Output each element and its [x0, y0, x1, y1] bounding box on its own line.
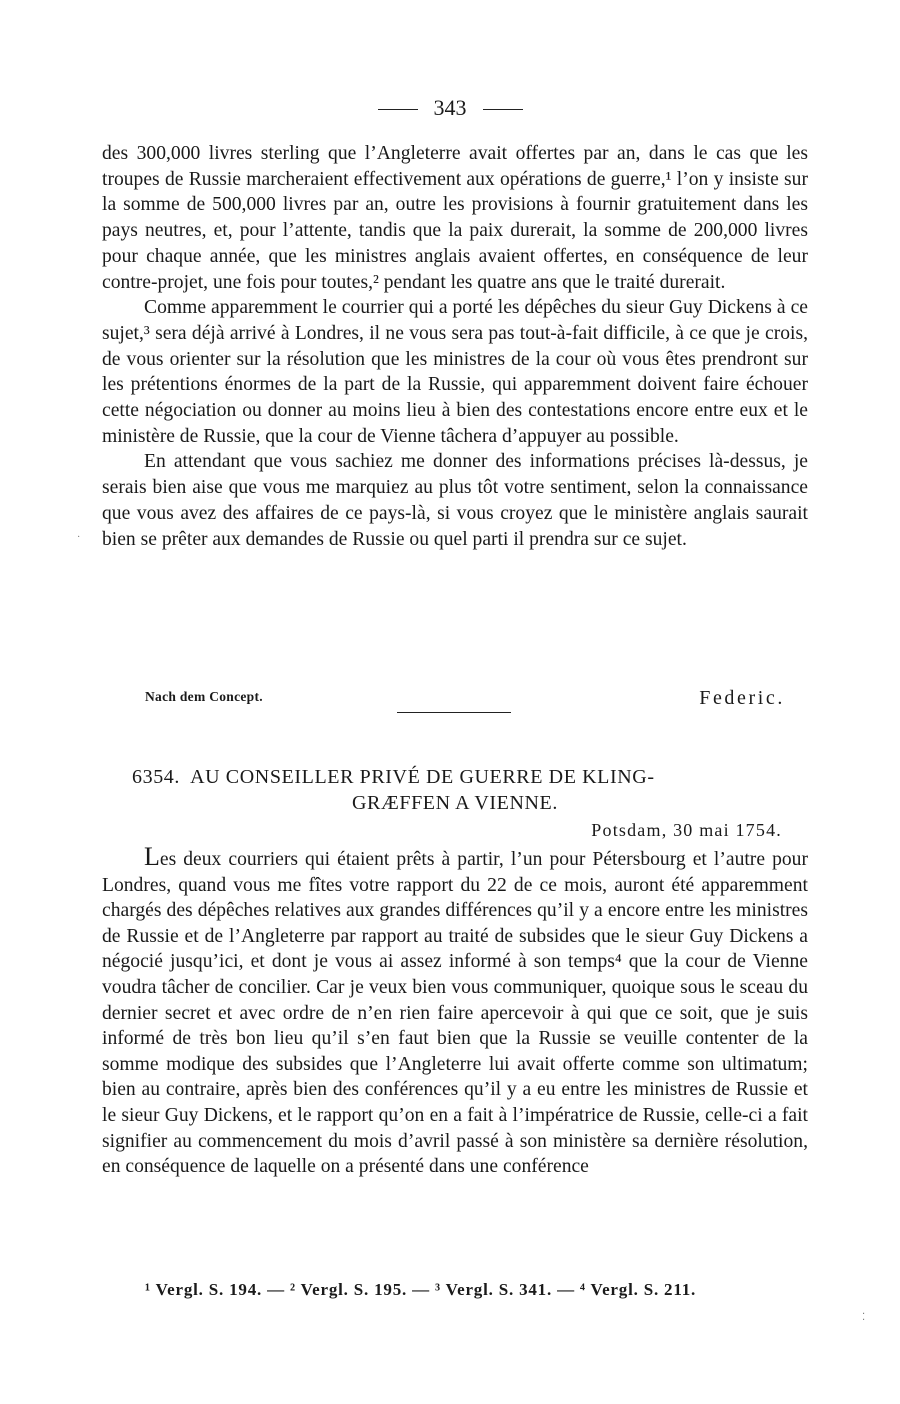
- letter-heading: [102, 764, 808, 816]
- letter-body: [102, 844, 808, 1180]
- letter-date: 30 mai 1754.: [673, 820, 782, 840]
- continued-letter-text: [102, 141, 808, 552]
- letter-paragraph: [102, 844, 808, 1180]
- letter-text: es deux courriers qui étaient prêts à partir, l’un pour Pétersbourg et l’autre pour Londres, quand vous me fîtes votre rapport du 22 de ce mois, auront été apparemment chargés des dépêches relatives aux grandes différences qu’il y a encore entre les ministres de Russie et de l’Angleterre par rapport au traité de subsides que le sieur Guy Dickens a négocié jusqu’ici, et dont je vous ai assez informé à son temps⁴ que la cour de Vienne voudra tâcher de concilier. Car je veux bien vous communiquer, quoique sous le sceau du dernier secret et avec ordre de n’en rien faire apercevoir à qui que ce soit, que je suis informé de très bon lieu qu’il s’en faut bien que la Russie se veuille contenter de la somme modique des subsides que l’Angleterre lui avait offerte comme son ultimatum; bien au contraire, après bien des conférences qu’il y a eu entre les ministres de Russie et le sieur Guy Dickens, et le rapport qu’on en a fait à l’impératrice de Russie, celle-ci a fait signifier au commencement du mois d’avril passé à son ministère sa dernière résolution, en conséquence de laquelle on a présenté dans une conférence: [102, 849, 808, 1178]
- letter-heading-line-2: GRÆFFEN A VIENNE.: [352, 792, 558, 814]
- paragraph: Comme apparemment le courrier qui a porté les dépêches du sieur Guy Dickens à ce sujet,³ sera déjà arrivé à Londres, il ne vous sera pas tout-à-fait difficile, à ce que je crois, de vous orienter sur la résolution que les ministres de la cour où vous êtes prendront sur les prétentions énormes de la part de la Russie, qui apparemment doivent faire échouer cette négociation ou donner au moins lieu à bien des contestations encore entre eux et le ministère de Russie, que la cour de Vienne tâchera d’appuyer au possible.: [102, 297, 808, 447]
- signature: Federic.: [699, 687, 785, 709]
- header-rule-left: [378, 109, 418, 110]
- letter-heading-line-1: [102, 764, 808, 790]
- paragraph: des 300,000 livres sterling que l’Angleterre avait offertes par an, dans le cas que les troupes de Russie marcheraient effectivement aux opérations de guerre,¹ l’on y insiste sur la somme de 500,000 livres par an, outre les provisions à fournir gratuitement dans les pays neutres, et, pour l’attente, tandis que la paix durerait, la somme de 200,000 livres pour chaque année, que les ministres anglais avaient offertes, en conséquence de leur contre-projet, une fois pour toutes,² pendant les quatre ans que le traité durerait.: [102, 143, 808, 293]
- letter-number: 6354.: [132, 766, 180, 788]
- section-divider: [397, 712, 511, 713]
- letter-place: Potsdam,: [591, 820, 668, 840]
- page-number: 343: [433, 95, 467, 120]
- footnotes: ¹ Vergl. S. 194. — ² Vergl. S. 195. — ³ Vergl. S. 341. — ⁴ Vergl. S. 211.: [145, 1280, 697, 1299]
- dateline: [591, 820, 782, 841]
- page-header: [0, 94, 900, 122]
- source-note: Nach dem Concept.: [145, 689, 263, 704]
- margin-speck: ·: [77, 532, 81, 543]
- closing-line: [145, 687, 785, 713]
- initial-letter: L: [144, 842, 160, 871]
- margin-speck: ⁚: [862, 1312, 866, 1323]
- paragraph: En attendant que vous sachiez me donner des informations précises là-dessus, je serais bien aise que vous me marquiez au plus tôt votre sentiment, selon la connaissance que vous avez des affaires de ce pays-là, si vous croyez que le ministère anglais saurait bien se prêter aux demandes de Russie ou quel parti il prendra sur ce sujet.: [102, 451, 808, 550]
- letter-addressee: AU CONSEILLER PRIVÉ DE GUERRE DE KLING-: [190, 766, 655, 788]
- header-rule-right: [483, 109, 523, 110]
